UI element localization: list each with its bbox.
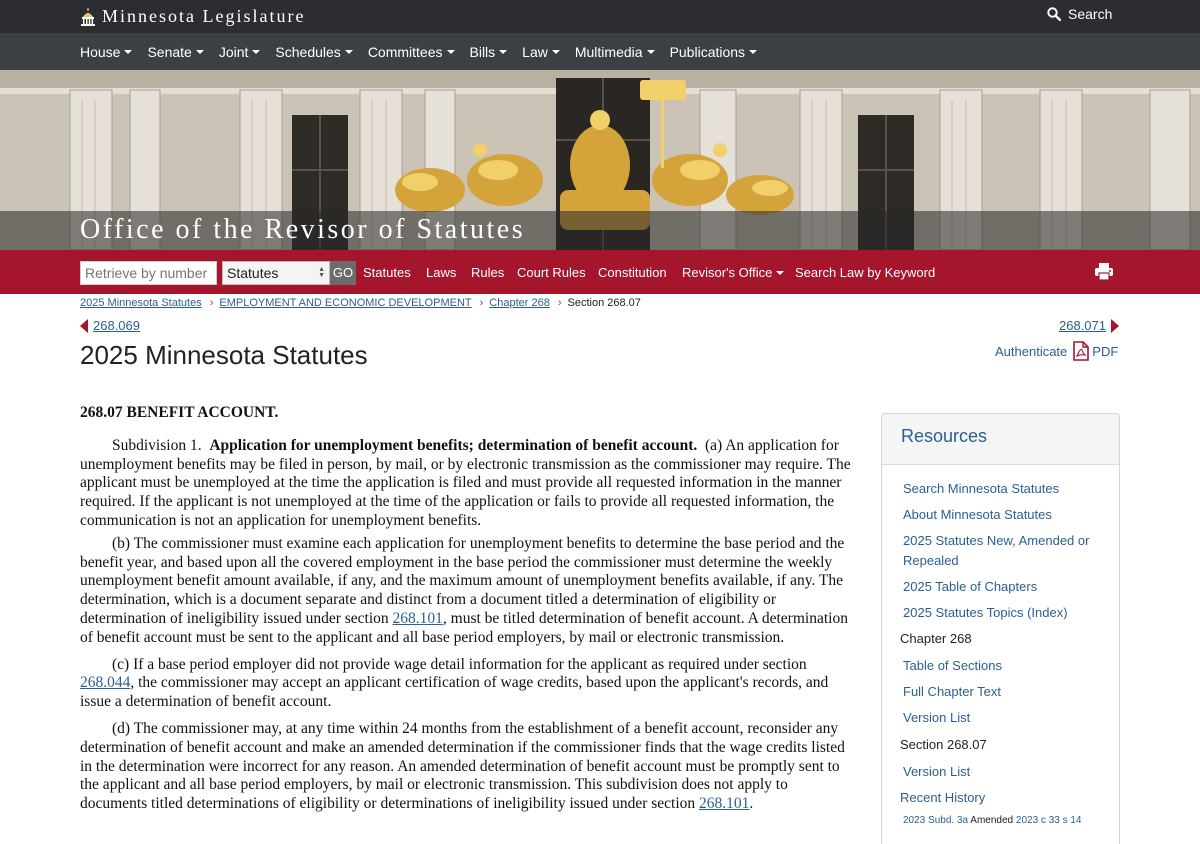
history-subdivision-link[interactable]: 2023 Subd. 3a [903,815,969,826]
chapter-link-table-of-sections[interactable]: Table of Sections [903,658,1003,673]
caret-down-icon [776,271,784,275]
nav-label: Bills [469,43,496,60]
section-link-268-101[interactable]: 268.101 [699,795,750,813]
nav-bills[interactable] [470,44,508,60]
next-section-link[interactable] [1059,318,1119,333]
legislature-logo[interactable] [80,6,305,27]
breadcrumb-employment[interactable]: EMPLOYMENT AND ECONOMIC DEVELOPMENT [219,297,472,309]
nav-label: Schedules [275,43,341,60]
recent-history-heading[interactable]: Recent History [900,790,986,805]
toolbar-link-court-rules[interactable]: Court Rules [517,265,586,280]
select-arrows-icon: ▲ ▼ [318,266,325,279]
resource-link-about-statutes[interactable]: About Minnesota Statutes [903,507,1052,522]
breadcrumb-current: Section 268.07 [567,297,641,309]
subdivision-1 [80,437,853,531]
caret-down-icon [447,50,455,54]
select-value: Statutes [227,265,279,281]
previous-section-label: 268.069 [93,318,140,333]
nav-label: Publications [669,43,746,60]
header-search-button[interactable] [1047,6,1112,22]
statute-text [80,404,853,818]
capitol-icon [80,8,96,26]
caret-down-icon [749,50,757,54]
nav-label: Law [522,43,548,60]
toolbar-link-label: Revisor's Office [682,265,773,280]
nav-label: Joint [218,43,249,60]
nav-label: Committees [367,43,443,60]
pdf-label: PDF [1092,343,1119,359]
authenticate-link[interactable]: Authenticate [995,343,1068,359]
office-title: Office of the Revisor of Statutes [80,214,526,245]
resource-link-table-of-chapters[interactable]: 2025 Table of Chapters [903,578,1038,594]
caret-down-icon [552,50,560,54]
nav-multimedia[interactable] [575,44,655,60]
paragraph-a: (a) An application for unemployment benefits may be filed in person, by mail, or by electronic transmission as the commissioner may require. The applicant must be unemployed at the time the application is filed and must provide all requested information in the manner required. If the applicant is not unemployed at the time of the application or fails to provide all requested information, the communication is not an application for unemployment benefits. [80,436,851,529]
paragraph-text: (b) The commissioner must examine each application for unemployment benefits to determine the base period and the benefit year, and based upon all the covered employment in the base period the commissioner must determine the weekly unemployment benefit amount available, if any, and the maximum amount of unemployment benefits available, if any. The determination, which is a document separate and distinct from a document titled a determination of eligibility or determination of ineligibility issued under section [80,534,845,627]
search-icon [1047,7,1061,21]
resources-panel [881,413,1120,844]
caret-down-icon [647,50,655,54]
caret-down-icon [124,50,132,54]
nav-label: House [80,43,121,60]
nav-senate[interactable] [147,44,203,60]
search-label: Search [1068,6,1113,22]
nav-label: Multimedia [574,43,643,60]
print-icon[interactable] [1095,263,1113,280]
statute-toolbar [0,250,1200,294]
resource-link-topics-index[interactable]: 2025 Statutes Topics (Index) [903,604,1068,620]
arrow-right-icon [1111,319,1119,333]
nav-joint[interactable] [219,44,261,60]
toolbar-link-constitution[interactable]: Constitution [598,265,667,280]
paragraph-d [80,720,853,814]
next-section-label: 268.071 [1059,318,1106,333]
arrow-left-icon [80,319,88,333]
section-link-268-101[interactable]: 268.101 [392,609,443,627]
toolbar-link-laws[interactable]: Laws [426,265,457,280]
paragraph-c [80,656,853,712]
caret-down-icon [252,50,260,54]
chevron-right-icon: › [557,297,562,309]
resource-link-search-statutes[interactable]: Search Minnesota Statutes [903,481,1060,496]
caret-down-icon [499,50,507,54]
caret-down-icon [196,50,204,54]
nav-house[interactable] [80,44,132,60]
paragraph-text: , the commissioner may accept an applicant certification of wage credits, based upon the applicant's records, and issue a determination of benefit account. [80,674,829,711]
top-bar [0,0,1200,33]
retrieve-by-number-input[interactable] [80,261,217,285]
main-nav [0,33,1200,70]
nav-committees[interactable] [368,44,455,60]
history-entry [900,815,1119,826]
go-button[interactable]: GO [330,261,356,285]
nav-label: Senate [147,43,192,60]
paragraph-text: (c) If a base period employer did not provide wage detail information for the applicant as required under section [112,655,807,673]
brand-name: Minnesota Legislature [102,6,306,26]
chevron-right-icon: › [479,297,484,309]
subdivision-title: Application for unemployment benefits; determination of benefit account. [209,436,698,454]
chapter-heading: Chapter 268 [900,631,972,646]
chapter-link-version-list[interactable]: Version List [903,710,971,725]
page-title: 2025 Minnesota Statutes [80,340,368,370]
breadcrumb-chapter[interactable]: Chapter 268 [489,297,550,309]
toolbar-link-revisors-office[interactable] [682,265,784,280]
paragraph-text: . [749,795,754,813]
breadcrumb [80,297,641,309]
toolbar-link-statutes[interactable]: Statutes [363,265,411,280]
pdf-link[interactable] [1073,341,1118,361]
toolbar-link-rules[interactable]: Rules [471,265,505,280]
resource-link-new-amended-repealed[interactable]: 2025 Statutes New, Amended or Repealed [903,533,1090,568]
resources-heading: Resources [882,414,1119,465]
history-action: Amended [970,815,1014,826]
nav-publications[interactable] [670,44,758,60]
document-type-select[interactable] [222,261,330,285]
breadcrumb-statutes[interactable]: 2025 Minnesota Statutes [80,297,202,309]
authenticate-area [995,341,1118,361]
section-heading-sidebar: Section 268.07 [900,736,987,752]
section-link-version-list[interactable]: Version List [903,763,971,779]
hero-banner [0,70,1200,250]
chapter-link-full-text[interactable]: Full Chapter Text [903,684,1002,699]
nav-law[interactable] [522,44,560,60]
section-link-268-044[interactable]: 268.044 [80,674,131,692]
pdf-icon [1073,341,1089,361]
caret-down-icon [345,50,353,54]
paragraph-text: , must be titled determination of benefit account. A determination of benefit account must be sent to the applicant and all base period employers, by mail or electronic transmission. [80,609,848,646]
paragraph-text: (d) The commissioner may, at any time within 24 months from the establishment of a benefit account, reconsider any determination of benefit account and make an amended determination if the commissioner finds that the wage credits listed in the determination were incorrect for any reason. An amended determination of benefit account must be promptly sent to the applicant and all base period employers, by mail or electronic transmission. This subdivision does not apply to documents titled determinations of eligibility or determinations of ineligibility issued under section [80,719,845,813]
section-heading: 268.07 BENEFIT ACCOUNT. [80,404,279,421]
subdivision-label: Subdivision 1. [112,436,202,454]
paragraph-b [80,535,853,648]
chevron-right-icon: › [209,297,214,309]
toolbar-link-search-keyword[interactable]: Search Law by Keyword [795,265,936,280]
history-source-link[interactable]: 2023 c 33 s 14 [1015,815,1082,826]
previous-section-link[interactable] [80,318,140,333]
nav-schedules[interactable] [275,44,352,60]
